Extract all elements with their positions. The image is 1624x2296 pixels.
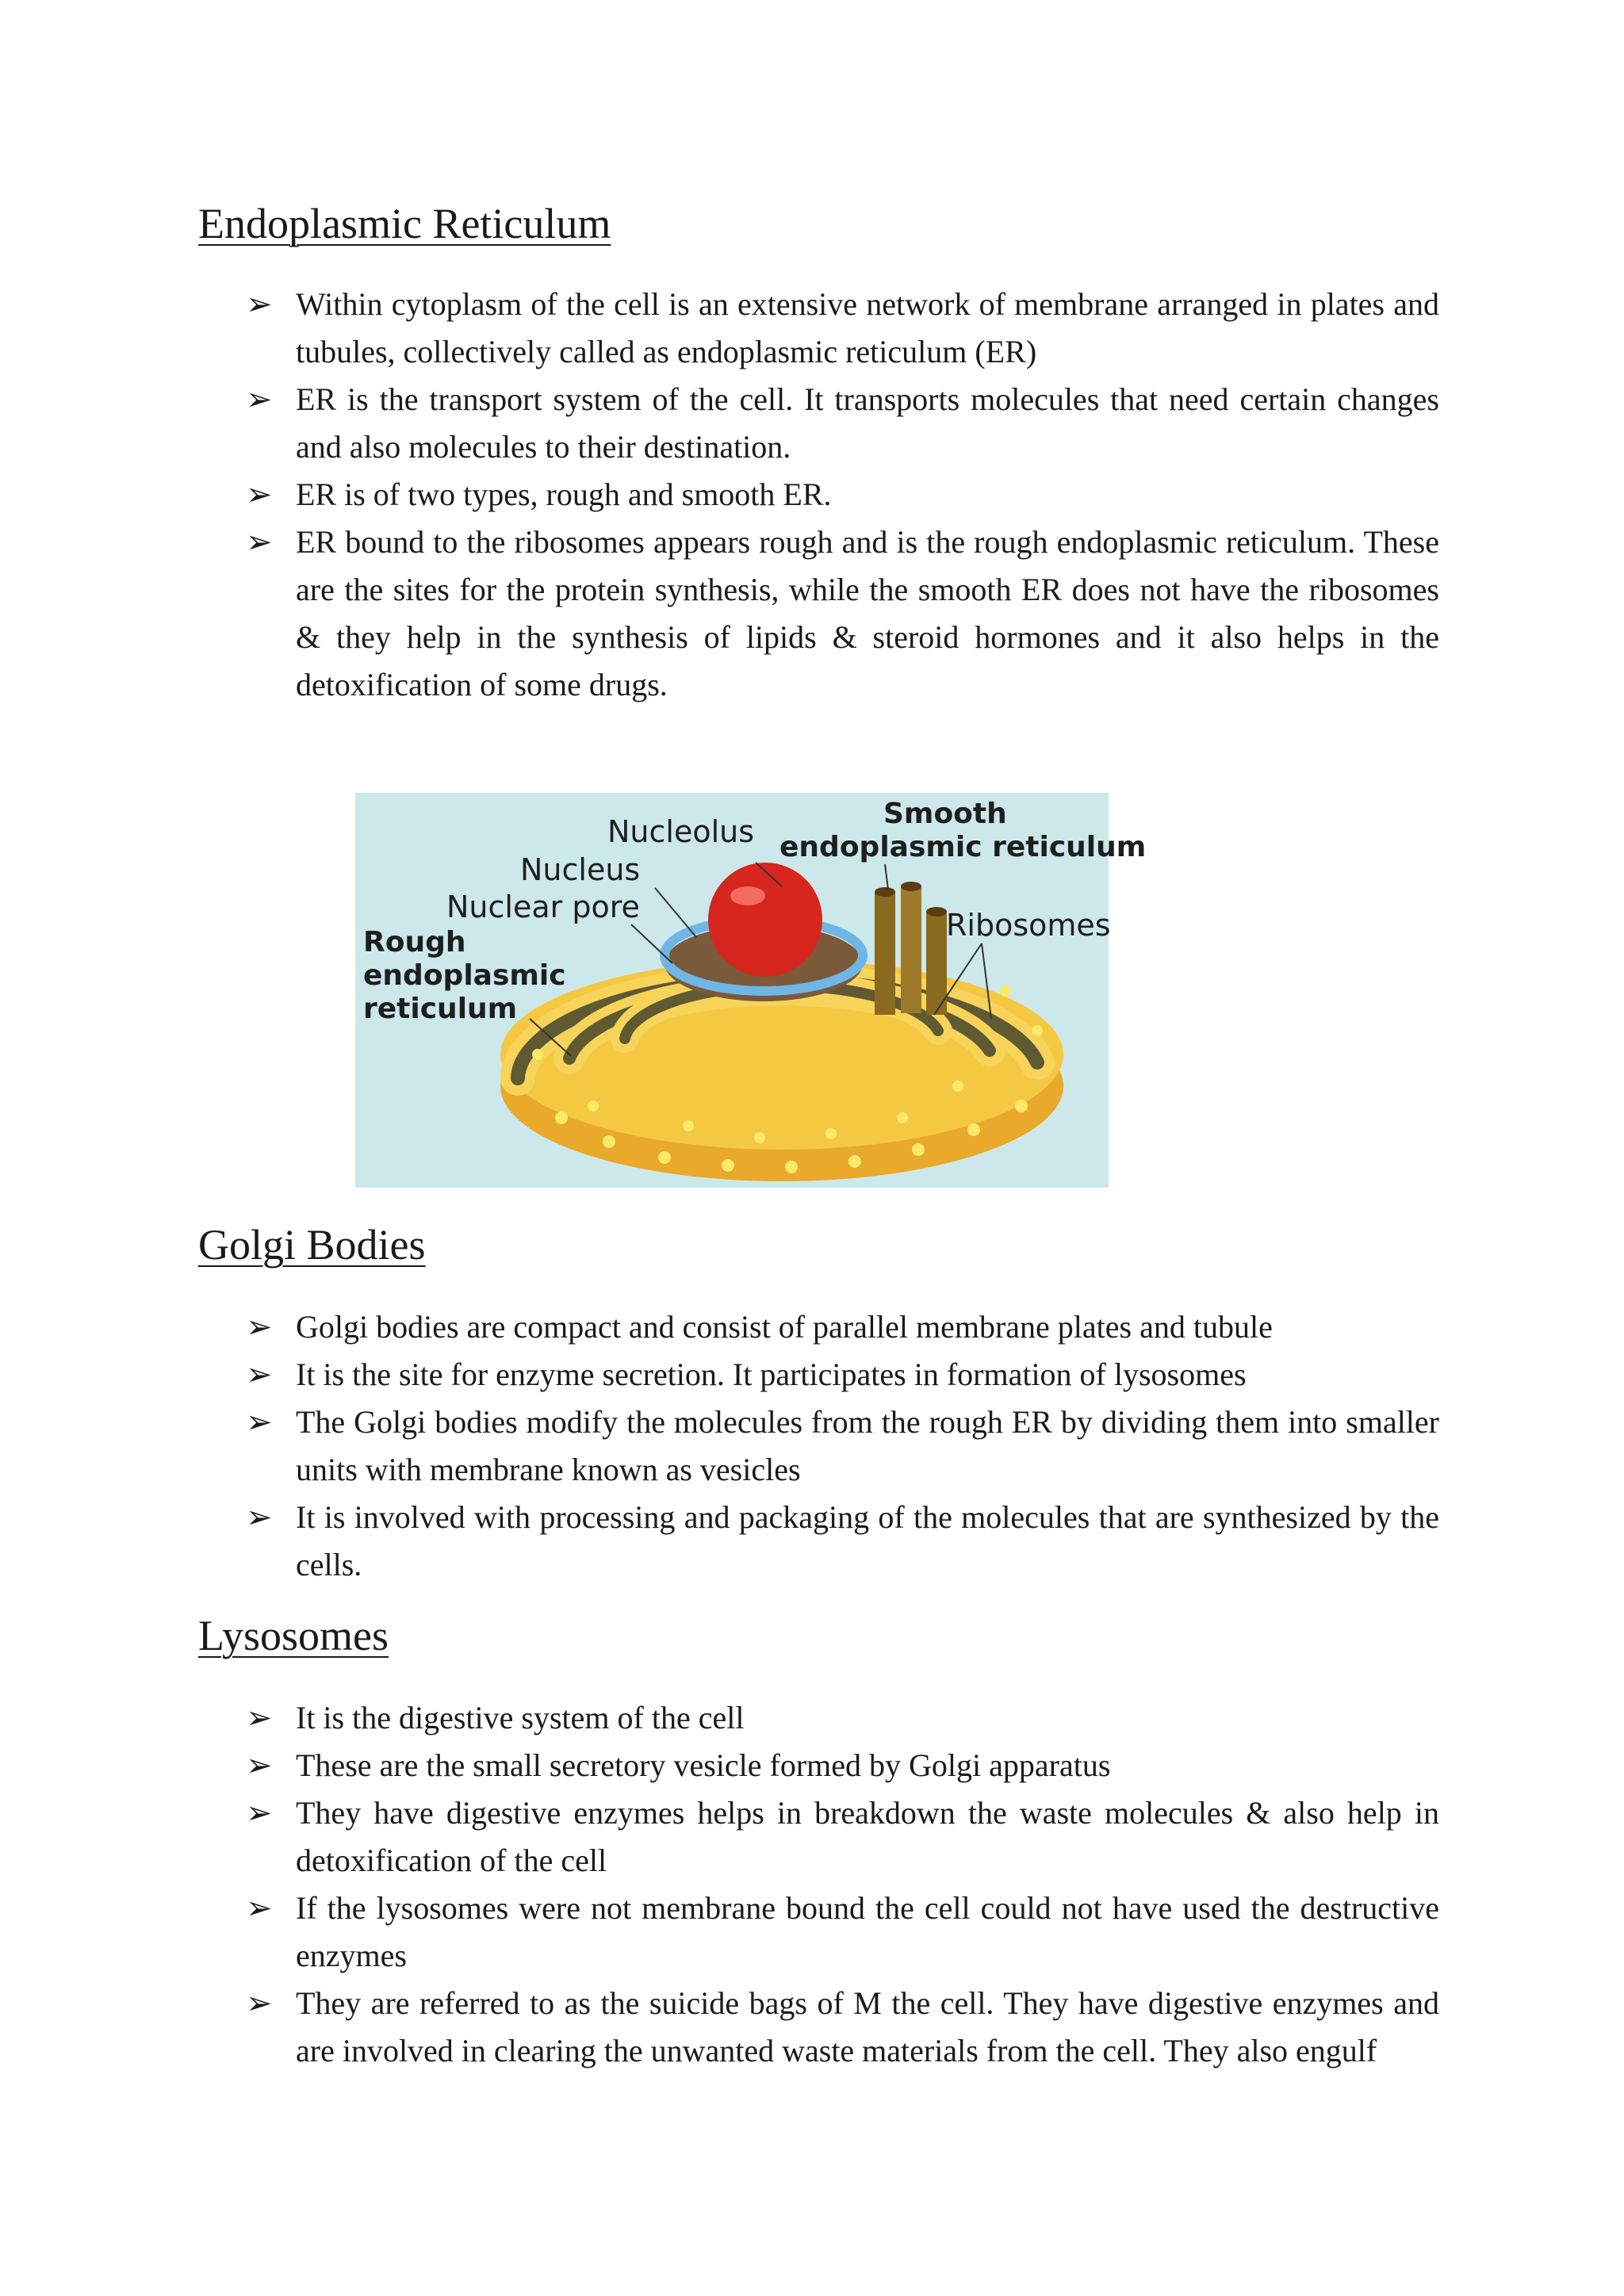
label-rough-er-line1: Rough	[363, 926, 466, 959]
golgi-bullet-list	[198, 1303, 1439, 1589]
arrow-bullet-icon: ➢	[246, 524, 273, 561]
label-nuclear-pore: Nuclear pore	[446, 890, 640, 924]
list-item: ➢ Within cytoplasm of the cell is an extensive network of membrane arranged in plates and tubules, collectively called as endoplasmic reticulum (ER)	[198, 281, 1439, 376]
list-item: ➢ These are the small secretory vesicle formed by Golgi apparatus	[198, 1742, 1439, 1789]
label-nucleus: Nucleus	[520, 852, 641, 887]
arrow-bullet-icon: ➢	[246, 1309, 273, 1345]
label-ribosomes: Ribosomes	[946, 908, 1111, 943]
list-item: ➢ They are referred to as the suicide bags of M the cell. They have digestive enzymes and are involved in clearing the unwanted waste materials from the cell. They also engulf	[198, 1980, 1439, 2075]
arrow-bullet-icon: ➢	[246, 1890, 273, 1927]
arrow-bullet-icon: ➢	[246, 1700, 273, 1736]
label-smooth-er-line2: endoplasmic reticulum	[779, 831, 1147, 863]
nucleolus-highlight	[730, 886, 765, 905]
er-heading: Endoplasmic Reticulum	[198, 200, 611, 247]
arrow-bullet-icon: ➢	[246, 381, 273, 418]
list-item: ➢ It is the site for enzyme secretion. It participates in formation of lysosomes	[198, 1351, 1439, 1399]
label-rough-er-line2: endoplasmic	[363, 959, 566, 992]
list-item: ➢ They have digestive enzymes helps in breakdown the waste molecules & also help in detoxification of the cell	[198, 1789, 1439, 1885]
arrow-bullet-icon: ➢	[246, 1985, 273, 2022]
golgi-section	[198, 1219, 1439, 1589]
lysosomes-section	[198, 1610, 1439, 2075]
golgi-heading: Golgi Bodies	[198, 1221, 426, 1269]
arrow-bullet-icon: ➢	[246, 1499, 273, 1536]
lysosomes-heading: Lysosomes	[198, 1612, 389, 1659]
arrow-bullet-icon: ➢	[246, 1747, 273, 1784]
er-diagram-svg	[355, 793, 1147, 1188]
arrow-bullet-icon: ➢	[246, 286, 273, 323]
er-section	[198, 198, 1439, 709]
list-item: ➢ The Golgi bodies modify the molecules from the rough ER by dividing them into smaller units with membrane known as vesicles	[198, 1399, 1439, 1494]
er-diagram	[355, 793, 1147, 1188]
arrow-bullet-icon: ➢	[246, 476, 273, 513]
lysosomes-bullet-list	[198, 1694, 1439, 2075]
list-item: ➢ It is the digestive system of the cell	[198, 1694, 1439, 1742]
label-rough-er-line3: reticulum	[363, 993, 518, 1025]
nucleolus-sphere	[708, 863, 822, 977]
list-item: ➢ If the lysosomes were not membrane bound the cell could not have used the destructive enzymes	[198, 1885, 1439, 1980]
list-item: ➢ ER is the transport system of the cell. It transports molecules that need certain changes and also molecules to their destination.	[198, 376, 1439, 471]
list-item: ➢ Golgi bodies are compact and consist of parallel membrane plates and tubule	[198, 1303, 1439, 1351]
label-nucleolus: Nucleolus	[607, 814, 755, 849]
arrow-bullet-icon: ➢	[246, 1404, 273, 1441]
arrow-bullet-icon: ➢	[246, 1795, 273, 1831]
er-bullet-list	[198, 281, 1439, 709]
arrow-bullet-icon: ➢	[246, 1357, 273, 1393]
label-smooth-er-line1: Smooth	[883, 798, 1007, 830]
list-item: ➢ ER bound to the ribosomes appears rough and is the rough endoplasmic reticulum. These are the sites for the protein synthesis, while the smooth ER does not have the ribosomes & they help in the synthesis of lipids & steroid hormones and it also helps in the detoxification of some drugs.	[198, 519, 1439, 709]
list-item: ➢ ER is of two types, rough and smooth ER.	[198, 471, 1439, 519]
list-item: ➢ It is involved with processing and packaging of the molecules that are synthesized by the cells.	[198, 1494, 1439, 1589]
